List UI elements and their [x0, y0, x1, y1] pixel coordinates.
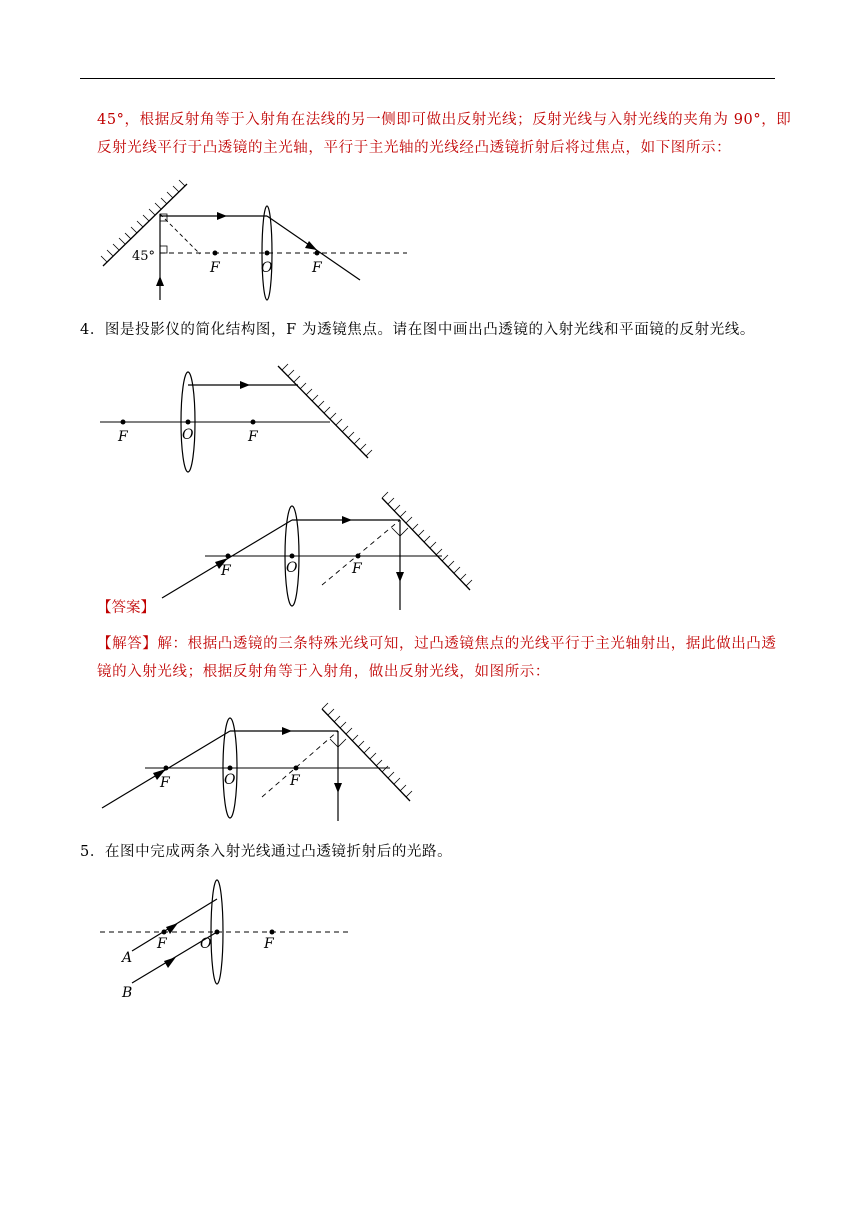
arrow-right — [217, 212, 227, 220]
optical-center-label: O — [261, 260, 273, 276]
focus-label-left: F — [160, 775, 170, 791]
figure-4-answer — [100, 705, 420, 825]
explanation-paragraph-2 — [97, 630, 797, 686]
focus-label-left: F — [221, 563, 231, 579]
arrow-up — [156, 276, 164, 286]
normal-line — [262, 731, 338, 797]
arrow-down — [334, 783, 342, 793]
focus-label-left: F — [118, 429, 128, 445]
arrow-ray-b — [164, 957, 176, 968]
focus-label-left: F — [157, 936, 167, 952]
explanation-line-1: 45°，根据反射角等于入射角在法线的另一侧即可做出反射光线；反射光线与入射光线的夹角为 90°，即 — [97, 112, 792, 128]
angle-label: 45° — [132, 249, 156, 264]
explain-label: 【解答】 — [97, 636, 158, 652]
optical-center-label: O — [224, 772, 236, 788]
figure-5-lens-rays — [100, 877, 360, 1002]
plane-mirror — [278, 364, 372, 458]
plane-mirror — [382, 492, 472, 590]
optical-center-label: O — [286, 560, 298, 576]
answer-label: 【答案】 — [97, 600, 155, 616]
explain-line-1: 解：根据凸透镜的三条特殊光线可知，过凸透镜焦点的光线平行于主光轴射出，据此做出凸透 — [157, 636, 777, 652]
optical-center-label: O — [182, 427, 194, 443]
figure-2-projector — [100, 360, 390, 475]
question-4: 4．图是投影仪的简化结构图，F 为透镜焦点。请在图中画出凸透镜的入射光线和平面镜的反射光线。 — [80, 322, 755, 338]
focus-label-left: F — [210, 260, 220, 276]
label-b: B — [122, 985, 133, 1001]
explain-line-2: 镜的入射光线；根据反射角等于入射角，做出反射光线，如图所示： — [97, 664, 550, 680]
question-5: 5．在图中完成两条入射光线通过凸透镜折射后的光路。 — [80, 844, 453, 860]
arrow-right — [240, 381, 250, 389]
normal-line — [160, 214, 200, 254]
optical-center-label: O — [200, 936, 212, 952]
explanation-line-2: 反射光线平行于凸透镜的主光轴，平行于主光轴的光线经凸透镜折射后将过焦点，如下图所示： — [97, 140, 732, 156]
focus-label-right: F — [352, 561, 362, 577]
figure-3-answer — [160, 490, 480, 615]
focus-label-right: F — [248, 429, 258, 445]
focus-label-right: F — [312, 260, 322, 276]
header-rule — [80, 78, 775, 79]
focus-label-right: F — [264, 936, 274, 952]
focus-label-right: F — [290, 773, 300, 789]
label-a: A — [122, 950, 133, 966]
arrow-right — [342, 516, 352, 524]
arrow-right — [282, 727, 292, 735]
arrow-refracted — [305, 241, 317, 250]
arrow-down — [396, 572, 404, 582]
figure-1-mirror-lens — [95, 178, 425, 306]
explanation-paragraph-1 — [97, 106, 797, 162]
